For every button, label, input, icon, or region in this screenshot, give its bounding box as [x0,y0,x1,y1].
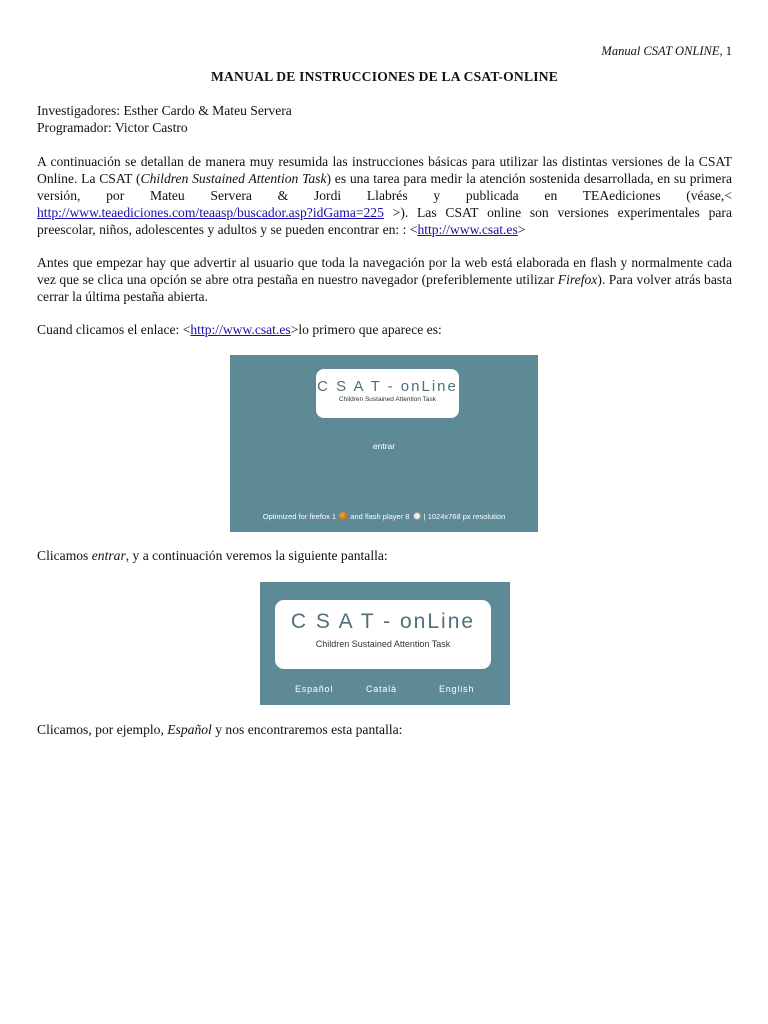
intro-italic-task-name: Children Sustained Attention Task [140,171,327,186]
intro-text-4: > [517,222,526,237]
running-header: Manual CSAT ONLINE, 1 [601,44,732,58]
optimization-note-flash: and flash player 8 [350,512,410,521]
csat-link-2[interactable]: http://www.csat.es [190,322,291,337]
paragraph-intro [37,153,732,238]
optimization-note [230,508,538,525]
link-intro-text-2: >lo primero que aparece es: [290,322,442,337]
click-espanol-text-1: Clicamos, por ejemplo, [37,722,168,737]
intro-text-2: ) es una tarea para medir la atención sostenida desarrollada, en su primera versión, por Mateu Servera & Jordi Llabrés y publicada en TEAediciones (véase,< [37,171,733,203]
credits [37,102,732,136]
paragraph-click-espanol [37,721,732,738]
language-catala[interactable]: Català [366,684,397,694]
paragraph-link-intro [37,321,732,338]
running-title: Manual CSAT ONLINE [601,44,720,58]
screenshot-welcome [230,355,538,532]
optimization-note-resolution: | 1024x768 px resolution [423,512,506,521]
intro-text-1: A continuación se detallan de manera muy resumida las instrucciones básicas para utilizar las distintas versiones de la CSAT Online. La CSAT ( [37,154,732,186]
click-espanol-text-2: y nos encontraremos esta pantalla: [211,722,403,737]
csat-link-1[interactable]: http://www.csat.es [417,222,518,237]
intro-text-3: >). Las CSAT online son versiones experimentales para preescolar, niños, adolescentes y adultos y se pueden encontrar en: : < [37,205,732,237]
paragraph-navigation [37,254,732,305]
csat-logo-box [316,369,459,418]
nav-text-2: ). Para volver atrás basta cerrar la última pestaña abierta. [37,272,732,304]
researchers-line: Investigadores: Esther Cardo & Mateu Servera [37,103,292,118]
language-espanol[interactable]: Español [295,684,334,694]
csat-logo-box-large [275,600,491,669]
click-enter-text-1: Clicamos [37,548,92,563]
language-english[interactable]: English [439,684,475,694]
teaediciones-link[interactable]: http://www.teaediciones.com/teaasp/buscador.asp?idGama=225 [37,205,384,220]
click-enter-italic: entrar [91,548,126,563]
document-title: MANUAL DE INSTRUCCIONES DE LA CSAT-ONLINE [211,69,558,84]
csat-logo-title: C S A T - onLine [317,378,458,395]
programmer-line: Programador: Victor Castro [37,120,188,135]
nav-text-1: Antes que empezar hay que advertir al usuario que toda la navegación por la web está elaborada en flash y normalmente cada vez que se clica una opción se abre otra pestaña en nuestro navegador (preferiblemente utilizar [37,255,732,287]
csat-logo-title-large: C S A T - onLine [290,610,476,633]
csat-logo-subtitle-large: Children Sustained Attention Task [315,639,451,649]
nav-italic-firefox: Firefox [557,272,598,287]
page-number: 1 [725,44,732,58]
firefox-icon [339,512,347,520]
link-intro-text-1: Cuand clicamos el enlace: < [37,322,191,337]
enter-link[interactable]: entrar [372,441,396,451]
optimization-note-firefox: Optimized for firefox 1 [262,512,337,521]
csat-logo-subtitle: Children Sustained Attention Task [338,396,437,403]
paragraph-click-enter [37,547,732,564]
flash-player-icon [413,512,421,520]
click-espanol-italic: Español [167,722,212,737]
screenshot-language-select [260,582,510,705]
click-enter-text-2: , y a continuación veremos la siguiente pantalla: [125,548,388,563]
